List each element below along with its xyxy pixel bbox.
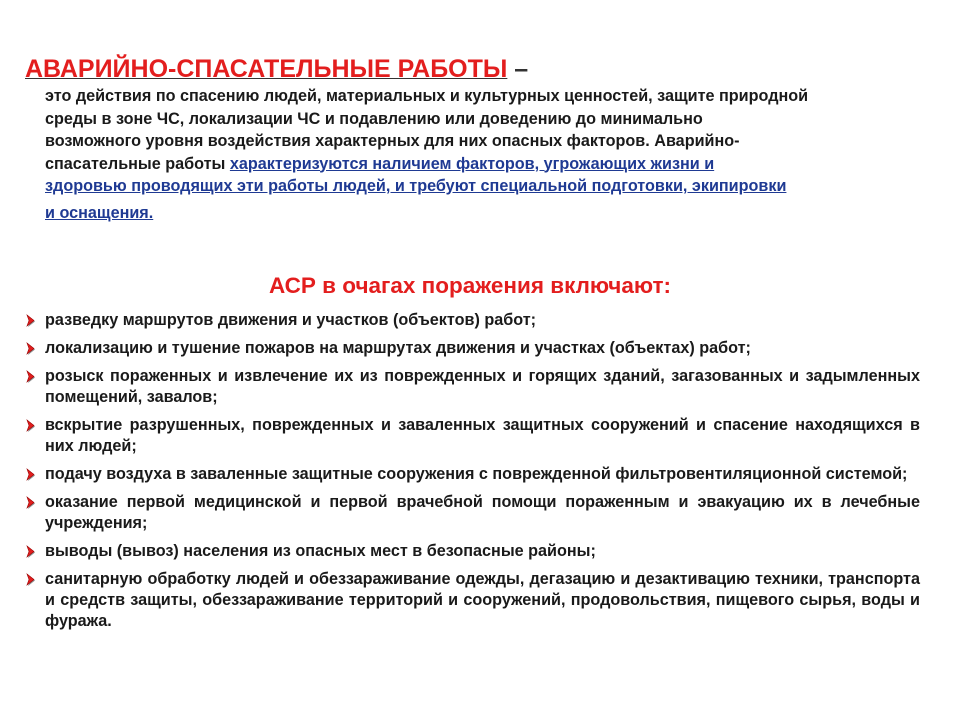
list-item <box>25 310 920 331</box>
definition-line-4 <box>45 153 925 176</box>
definition-line-4-text: спасательные работы <box>45 154 230 173</box>
list-item-text: подачу воздуха в заваленные защитные сооружения с поврежденной фильтровентиляционной системой; <box>45 465 908 483</box>
arrow-bullet-icon <box>25 492 39 513</box>
list-item-text: санитарную обработку людей и обеззараживание одежды, дегазацию и дезактивацию техники, транспорта и средств защиты, обеззараживание территорий и сооружений, продовольствия, пищевого сырья, воды и фуража. <box>45 570 920 630</box>
slide-title <box>25 52 935 86</box>
definition-link-3[interactable]: и оснащения. <box>45 203 154 222</box>
arrow-bullet-icon <box>25 338 39 359</box>
arrow-bullet-icon <box>25 366 39 387</box>
list-item-text: оказание первой медицинской и первой врачебной помощи пораженным и эвакуацию их в лечебные учреждения; <box>45 493 920 532</box>
arrow-bullet-icon <box>25 569 39 590</box>
list-item <box>25 541 920 562</box>
list-item <box>25 415 920 457</box>
arrow-bullet-icon <box>25 464 39 485</box>
list-item-text: локализацию и тушение пожаров на маршрутах движения и участках (объектах) работ; <box>45 339 751 357</box>
list-item <box>25 492 920 534</box>
definition-line-6 <box>45 202 925 225</box>
list-item <box>25 366 920 408</box>
list-item-text: вскрытие разрушенных, поврежденных и заваленных защитных сооружений и спасение находящихся в них людей; <box>45 416 920 455</box>
title-dash: – <box>507 55 529 83</box>
list-item-text: розыск пораженных и извлечение их из поврежденных и горящих зданий, загазованных и задымленных помещений, завалов; <box>45 367 920 406</box>
definition-link-1[interactable]: характеризуются наличием факторов, угрожающих жизни и <box>229 154 715 173</box>
definition-line-5 <box>45 175 925 198</box>
list-item <box>25 569 920 632</box>
arrow-bullet-icon <box>25 541 39 562</box>
list-item-text: выводы (вывоз) населения из опасных мест в безопасные районы; <box>45 542 596 560</box>
definition-line-2: среды в зоне ЧС, локализации ЧС и подавлению или доведению до минимально <box>45 109 703 128</box>
list-item <box>25 464 920 485</box>
arrow-bullet-icon <box>25 415 39 436</box>
list-item-text: разведку маршрутов движения и участков (объектов) работ; <box>45 311 537 329</box>
definition-line-1: это действия по спасению людей, материальных и культурных ценностей, защите природной <box>45 87 809 105</box>
section-subtitle: АСР в очагах поражения включают: <box>268 273 671 298</box>
title-main: АВАРИЙНО-СПАСАТЕЛЬНЫЕ РАБОТЫ <box>25 55 508 83</box>
definition-line-3: возможного уровня воздействия характерных для них опасных факторов. Аварийно- <box>45 132 740 150</box>
definition-paragraph <box>45 85 925 224</box>
tasks-list <box>25 310 920 639</box>
arrow-bullet-icon <box>25 310 39 331</box>
list-item <box>25 338 920 359</box>
definition-link-2[interactable]: здоровью проводящих эти работы людей, и требуют специальной подготовки, экипировки <box>45 177 787 195</box>
